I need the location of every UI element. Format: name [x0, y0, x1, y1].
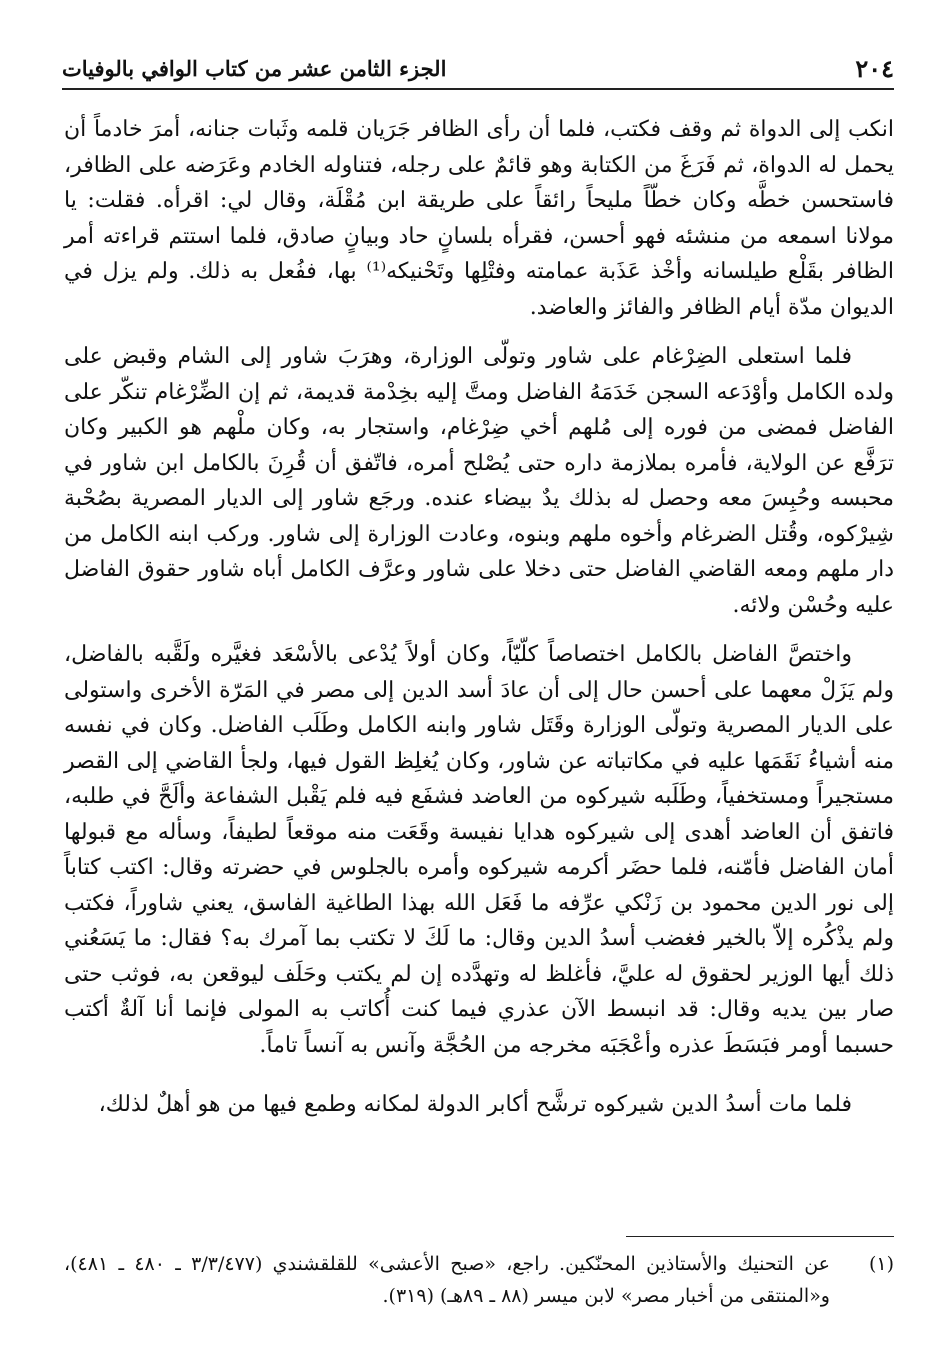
footnote-text: عن التحنيك والأستاذين المحنّكين. راجع، «صبح الأعشى» للقلقشندي (٣/٣/٤٧٧ ـ ٤٨٠ ـ ٤٨١)، و«المنتقى من أخبار مصر» لابن ميسر (٨٨ ـ ٨٩هـ) (٣١٩).: [64, 1253, 831, 1307]
paragraph: فلما مات أسدُ الدين شيركوه ترشَّح أكابر الدولة لمكانه وطمع فيها من هو أهلٌ لذلك،: [98, 1092, 852, 1117]
page-number: ٢٠٤: [855, 53, 894, 83]
main-text: [64, 112, 894, 1137]
footnote-divider: [626, 1236, 894, 1237]
paragraph: انكب إلى الدواة ثم وقف فكتب، فلما أن رأى الظافر جَرَيان قلمه وثَبات جنانه، أمرَ خادماً أن يحمل له الدواة، ثم فَرَغَ من الكتابة وهو قائمٌ على رجله، فتناوله الخادم وعَرَضه على الظافر، فاستحسن خطَّه وكان خطّاً مليحاً رائقاً على طريقة ابن مُقْلَة، وقال لي: اقرأه. فقلت: يا مولانا اسمعه من منشئه فهو أحسن، فقرأه بلسانٍ حاد وبيانٍ صادق، فلما استتم قراءته أمر الظافر بقَلْع طيلسانه وأخْذ عَذَبة عمامته وفتْلِها وتَحْنيكه⁽¹⁾ بها، ففُعل به ذلك. ولم يزل في الديوان مدّة أيام الظافر والفائز والعاضد.: [64, 117, 894, 320]
paragraph: واختصَّ الفاضل بالكامل اختصاصاً كلّيّاً، وكان أولاً يُدْعى بالأسْعَد فغيَّره ولَقَّبه بالفاضل، ولم يَزَلْ معهما على أحسن حال إلى أن عادَ أسد الدين إلى مصر في المَرّة الأخرى واستولى على الديار المصرية وتولّى الوزارة وقَتَل شاور وابنه الكامل وطَلَب الفاضل. وكان في نفسه منه أشياءُ نَقَمَها عليه في مكاتباته عن شاور، وكان يُغلِظ القول فيها، ولجأ القاضي إلى القصر مستجيراً ومستخفياً، وطَلَبه شيركوه من العاضد فشفَع فيه فلم يَقْبل الشفاعة وألَحَّ في طلبه، فاتفق أن العاضد أهدى إلى شيركوه هدايا نفيسة وقَعَت منه موقعاً لطيفاً، وسأله مع قبولها أمان الفاضل فأمّنه، فلما حضَر أكرمه شيركوه وأمره بالجلوس في حضرته وقال: اكتب كتاباً إلى نور الدين محمود بن زَنْكي عرِّفه ما فَعَل الله بهذا الطاغية الفاسق، يعني شاوراً، فكتب ولم يذْكُره إلاّ بالخير فغضب أسدُ الدين وقال: ما لَكَ لا تكتب بما آمرك به؟ فقال: ما يَسَعُني ذلك أيها الوزير لحقوق له عليَّ، فأغلظ له وتهدَّده إن لم يكتب وحَلَف ليوقعن به، فوثب حتى صار بين يديه وقال: قد انبسط الآن عذري فيما كنت أُكاتب به المولى فإنما أنا آلةٌ أكتب حسبما أومر فبَسَطَ عذره وأعْجَبَه مخرجه من الحُجَّة وآنس به آنساً تاماً.: [64, 642, 894, 1058]
page-header: [62, 48, 894, 90]
footnote: [64, 1248, 894, 1312]
footnote-marker: (١): [868, 1253, 894, 1275]
paragraph: فلما استعلى الضِرْغام على شاور وتولّى الوزارة، وهرَبَ شاور إلى الشام وقبض على ولده الكامل وأوْدَعه السجن خَدَمَهُ الفاضل ومتَّ إليه بخِدْمة قديمة، ثم إن الضِّرْغام تنكّر على الفاضل فمضى من فوره إلى مُلهم أخي ضِرْغام، واستجار به، وكان ملْهم هو الكبير وكان ترَفَّع عن الولاية، فأمره بملازمة داره حتى يُصْلح أمره، فاتّفق أن قُرِنَ بالكامل ابن شاور في محبسه وحُبِسَ معه وحصل له بذلك يدٌ بيضاء عنده. ورجَع شاور إلى الديار المصرية بصُحْبة شِيرْكوه، وقُتل الضرغام وأخوه ملهم وبنوه، وعادت الوزارة إلى شاور. وركب ابنه الكامل من دار ملهم ومعه القاضي الفاضل حتى دخلا على شاور وعرَّف الكامل أباه شاور حقوق الفاضل عليه وحُسْن ولائه.: [64, 344, 894, 618]
running-title: الجزء الثامن عشر من كتاب الوافي بالوفيات: [62, 55, 447, 81]
